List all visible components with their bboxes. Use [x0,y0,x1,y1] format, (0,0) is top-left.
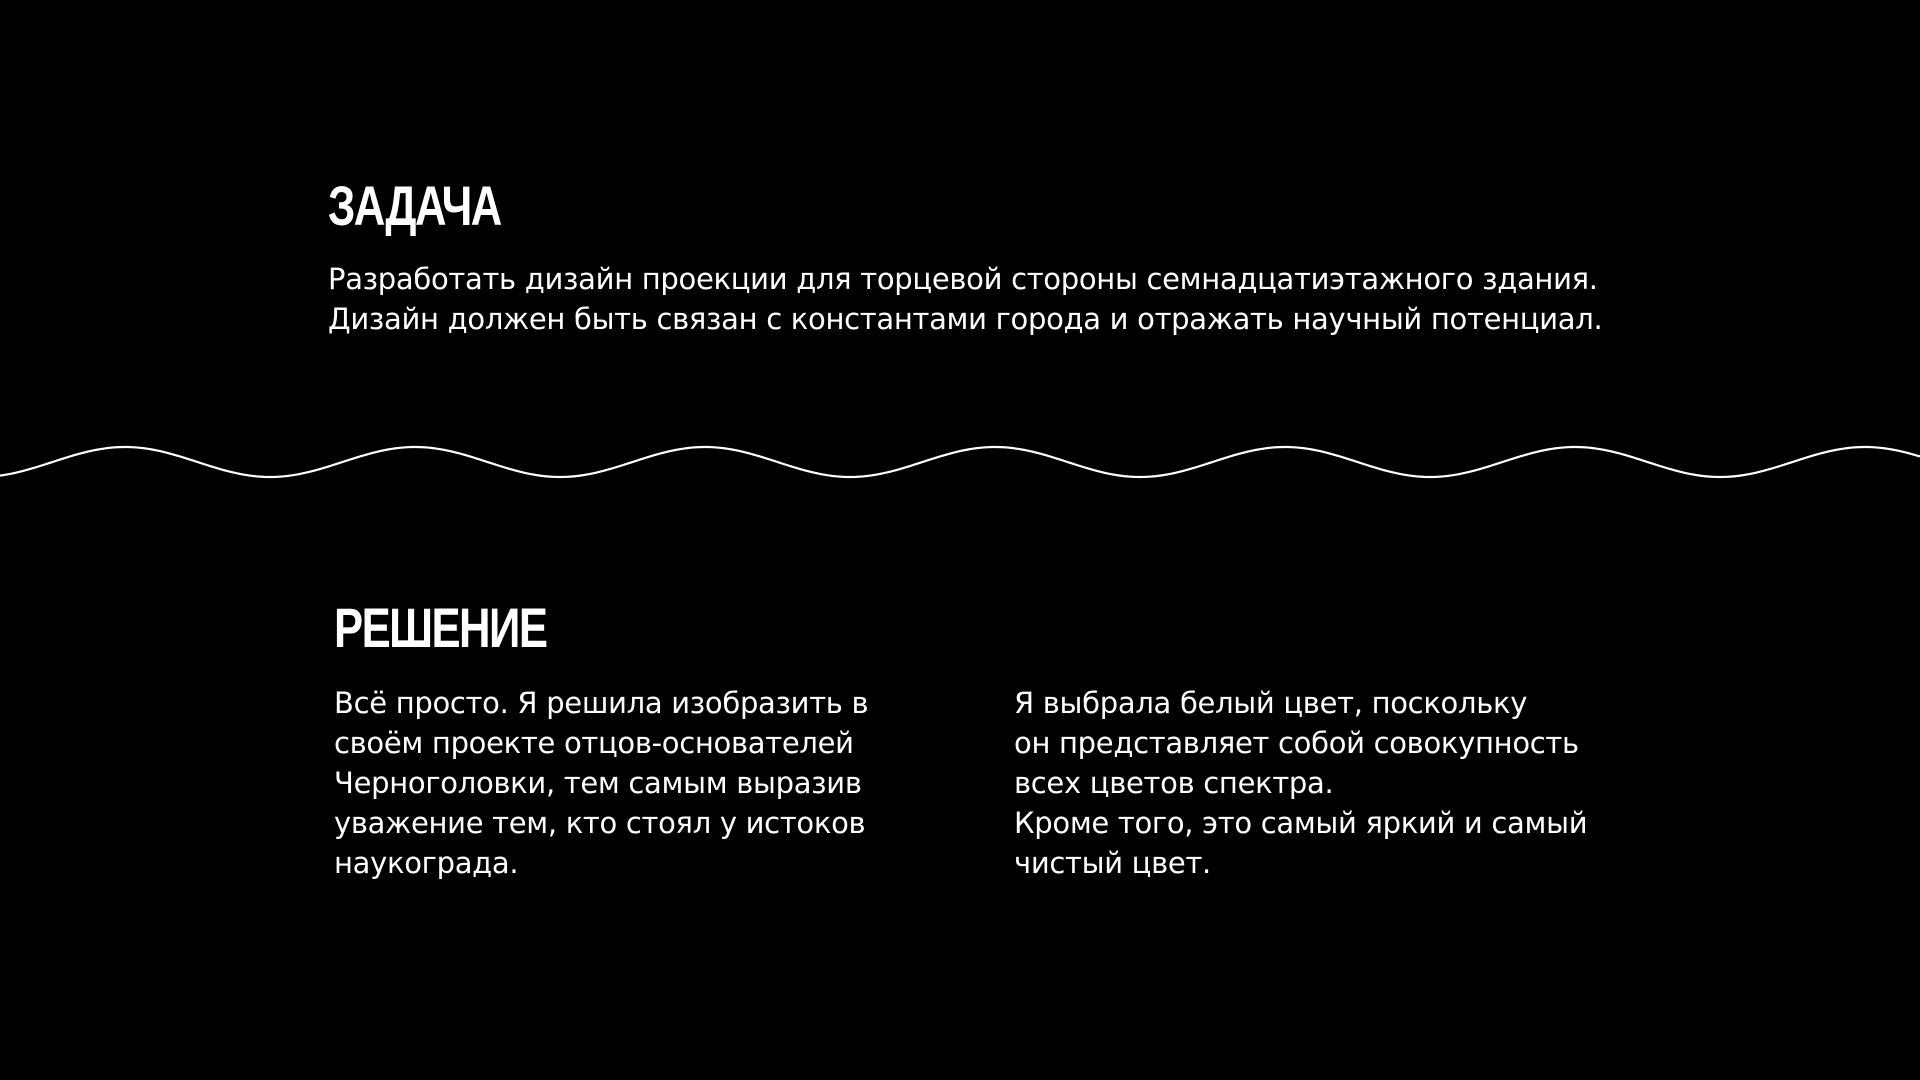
solution-heading: РЕШЕНИЕ [334,596,547,659]
wave-divider [0,430,1920,490]
solution-text-left: Всё просто. Я решила изобразить в своём проекте отцов-основателей Черноголовки, тем самым выразив уважение тем, кто стоял у истоков наукограда. [334,686,869,880]
solution-text-right: Я выбрала белый цвет, поскольку он представляет собой совокупность всех цветов спектра. Кроме того, это самый яркий и самый чистый цвет. [1014,686,1588,880]
wave-line [0,447,1920,477]
task-heading: ЗАДАЧА [328,174,501,237]
task-description: Разработать дизайн проекции для торцевой стороны семнадцатиэтажного здания. Дизайн должен быть связан с константами города и отражать научный потенциал. [328,262,1603,336]
